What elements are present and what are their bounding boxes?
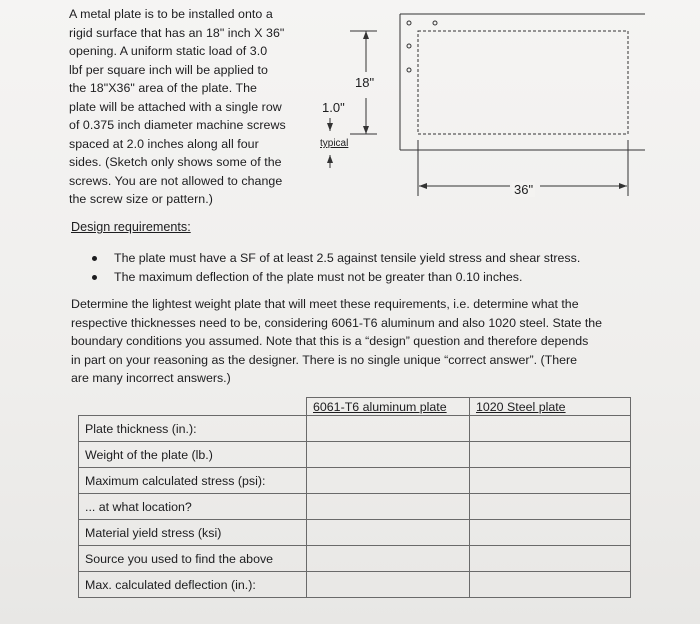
column-header-label: 1020 Steel plate — [476, 399, 566, 414]
row-label: ... at what location? — [79, 494, 307, 520]
steel-answer-cell[interactable] — [470, 520, 631, 546]
paragraph-line: boundary conditions you assumed. Note that this is a “design” question and therefore depends — [71, 334, 589, 349]
intro-line: the 18"X36" area of the plate. The — [69, 81, 258, 95]
steel-answer-cell[interactable] — [470, 468, 631, 494]
task-paragraph — [71, 295, 641, 388]
column-header-aluminum — [307, 398, 470, 416]
steel-answer-cell[interactable] — [470, 494, 631, 520]
table-row — [79, 572, 631, 598]
paragraph-line: in part on your reasoning as the designer. There is no single unique “correct answer”. (There — [71, 352, 577, 367]
dimension-36-label: 36" — [514, 182, 534, 197]
opening-outline — [418, 31, 628, 134]
aluminum-answer-cell[interactable] — [307, 442, 470, 468]
steel-answer-cell[interactable] — [470, 546, 631, 572]
requirements-list — [90, 249, 580, 287]
arrowhead — [327, 123, 333, 131]
aluminum-answer-cell[interactable] — [307, 546, 470, 572]
problem-statement — [69, 5, 319, 209]
plate-sketch — [315, 10, 645, 210]
screw-hole — [407, 44, 411, 48]
row-label: Max. calculated deflection (in.): — [79, 572, 307, 598]
paragraph-line: are many incorrect answers.) — [71, 371, 231, 386]
table-row — [79, 416, 631, 442]
intro-line: A metal plate is to be installed onto a — [69, 7, 273, 21]
steel-answer-cell[interactable] — [470, 572, 631, 598]
plate-sketch-drawing — [315, 10, 645, 210]
aluminum-answer-cell[interactable] — [307, 572, 470, 598]
table-row — [79, 468, 631, 494]
intro-line: opening. A uniform static load of 3.0 — [69, 44, 268, 58]
header-blank-cell — [79, 398, 307, 416]
intro-line: of 0.375 inch diameter machine screws — [69, 118, 286, 132]
table-row — [79, 494, 631, 520]
column-header-label: 6061-T6 aluminum plate — [313, 399, 447, 414]
row-label: Material yield stress (ksi) — [79, 520, 307, 546]
table-row — [79, 520, 631, 546]
intro-line: the screw size or pattern.) — [69, 192, 213, 206]
column-header-steel — [470, 398, 631, 416]
paragraph-line: Determine the lightest weight plate that will meet these requirements, i.e. determine what the — [71, 297, 579, 311]
arrowhead — [419, 183, 427, 189]
aluminum-answer-cell[interactable] — [307, 494, 470, 520]
steel-answer-cell[interactable] — [470, 416, 631, 442]
design-requirements-heading: Design requirements: — [71, 220, 191, 234]
intro-line: screws. You are not allowed to change — [69, 173, 283, 188]
table-row — [79, 546, 631, 572]
intro-line: rigid surface that has an 18" inch X 36" — [69, 25, 285, 40]
row-label: Source you used to find the above — [79, 546, 307, 572]
aluminum-answer-cell[interactable] — [307, 520, 470, 546]
table-header-row — [79, 398, 631, 416]
intro-line: spaced at 2.0 inches along all four — [69, 136, 259, 151]
arrowhead — [327, 155, 333, 163]
arrowhead — [363, 31, 369, 39]
requirement-item: The maximum deflection of the plate must not be greater than 0.10 inches. — [90, 268, 580, 287]
intro-line: plate will be attached with a single row — [69, 99, 282, 114]
row-label: Maximum calculated stress (psi): — [79, 468, 307, 494]
dimension-18-label: 18" — [355, 75, 375, 90]
aluminum-answer-cell[interactable] — [307, 416, 470, 442]
screw-hole — [407, 68, 411, 72]
answer-table — [78, 397, 631, 598]
intro-line: lbf per square inch will be applied to — [69, 62, 268, 77]
paragraph-line: respective thicknesses need to be, considering 6061-T6 aluminum and also 1020 steel. State the — [71, 315, 603, 330]
row-label: Weight of the plate (lb.) — [79, 442, 307, 468]
steel-answer-cell[interactable] — [470, 442, 631, 468]
row-label: Plate thickness (in.): — [79, 416, 307, 442]
table-row — [79, 442, 631, 468]
screw-hole — [407, 21, 411, 25]
dimension-1-label: 1.0" — [322, 100, 345, 115]
requirement-item: The plate must have a SF of at least 2.5 against tensile yield stress and shear stress. — [90, 249, 580, 268]
arrowhead — [363, 126, 369, 134]
arrowhead — [619, 183, 627, 189]
aluminum-answer-cell[interactable] — [307, 468, 470, 494]
dimension-typical-note: typical — [320, 138, 349, 149]
intro-line: sides. (Sketch only shows some of the — [69, 155, 282, 169]
results-table — [78, 397, 631, 598]
screw-hole — [433, 21, 437, 25]
